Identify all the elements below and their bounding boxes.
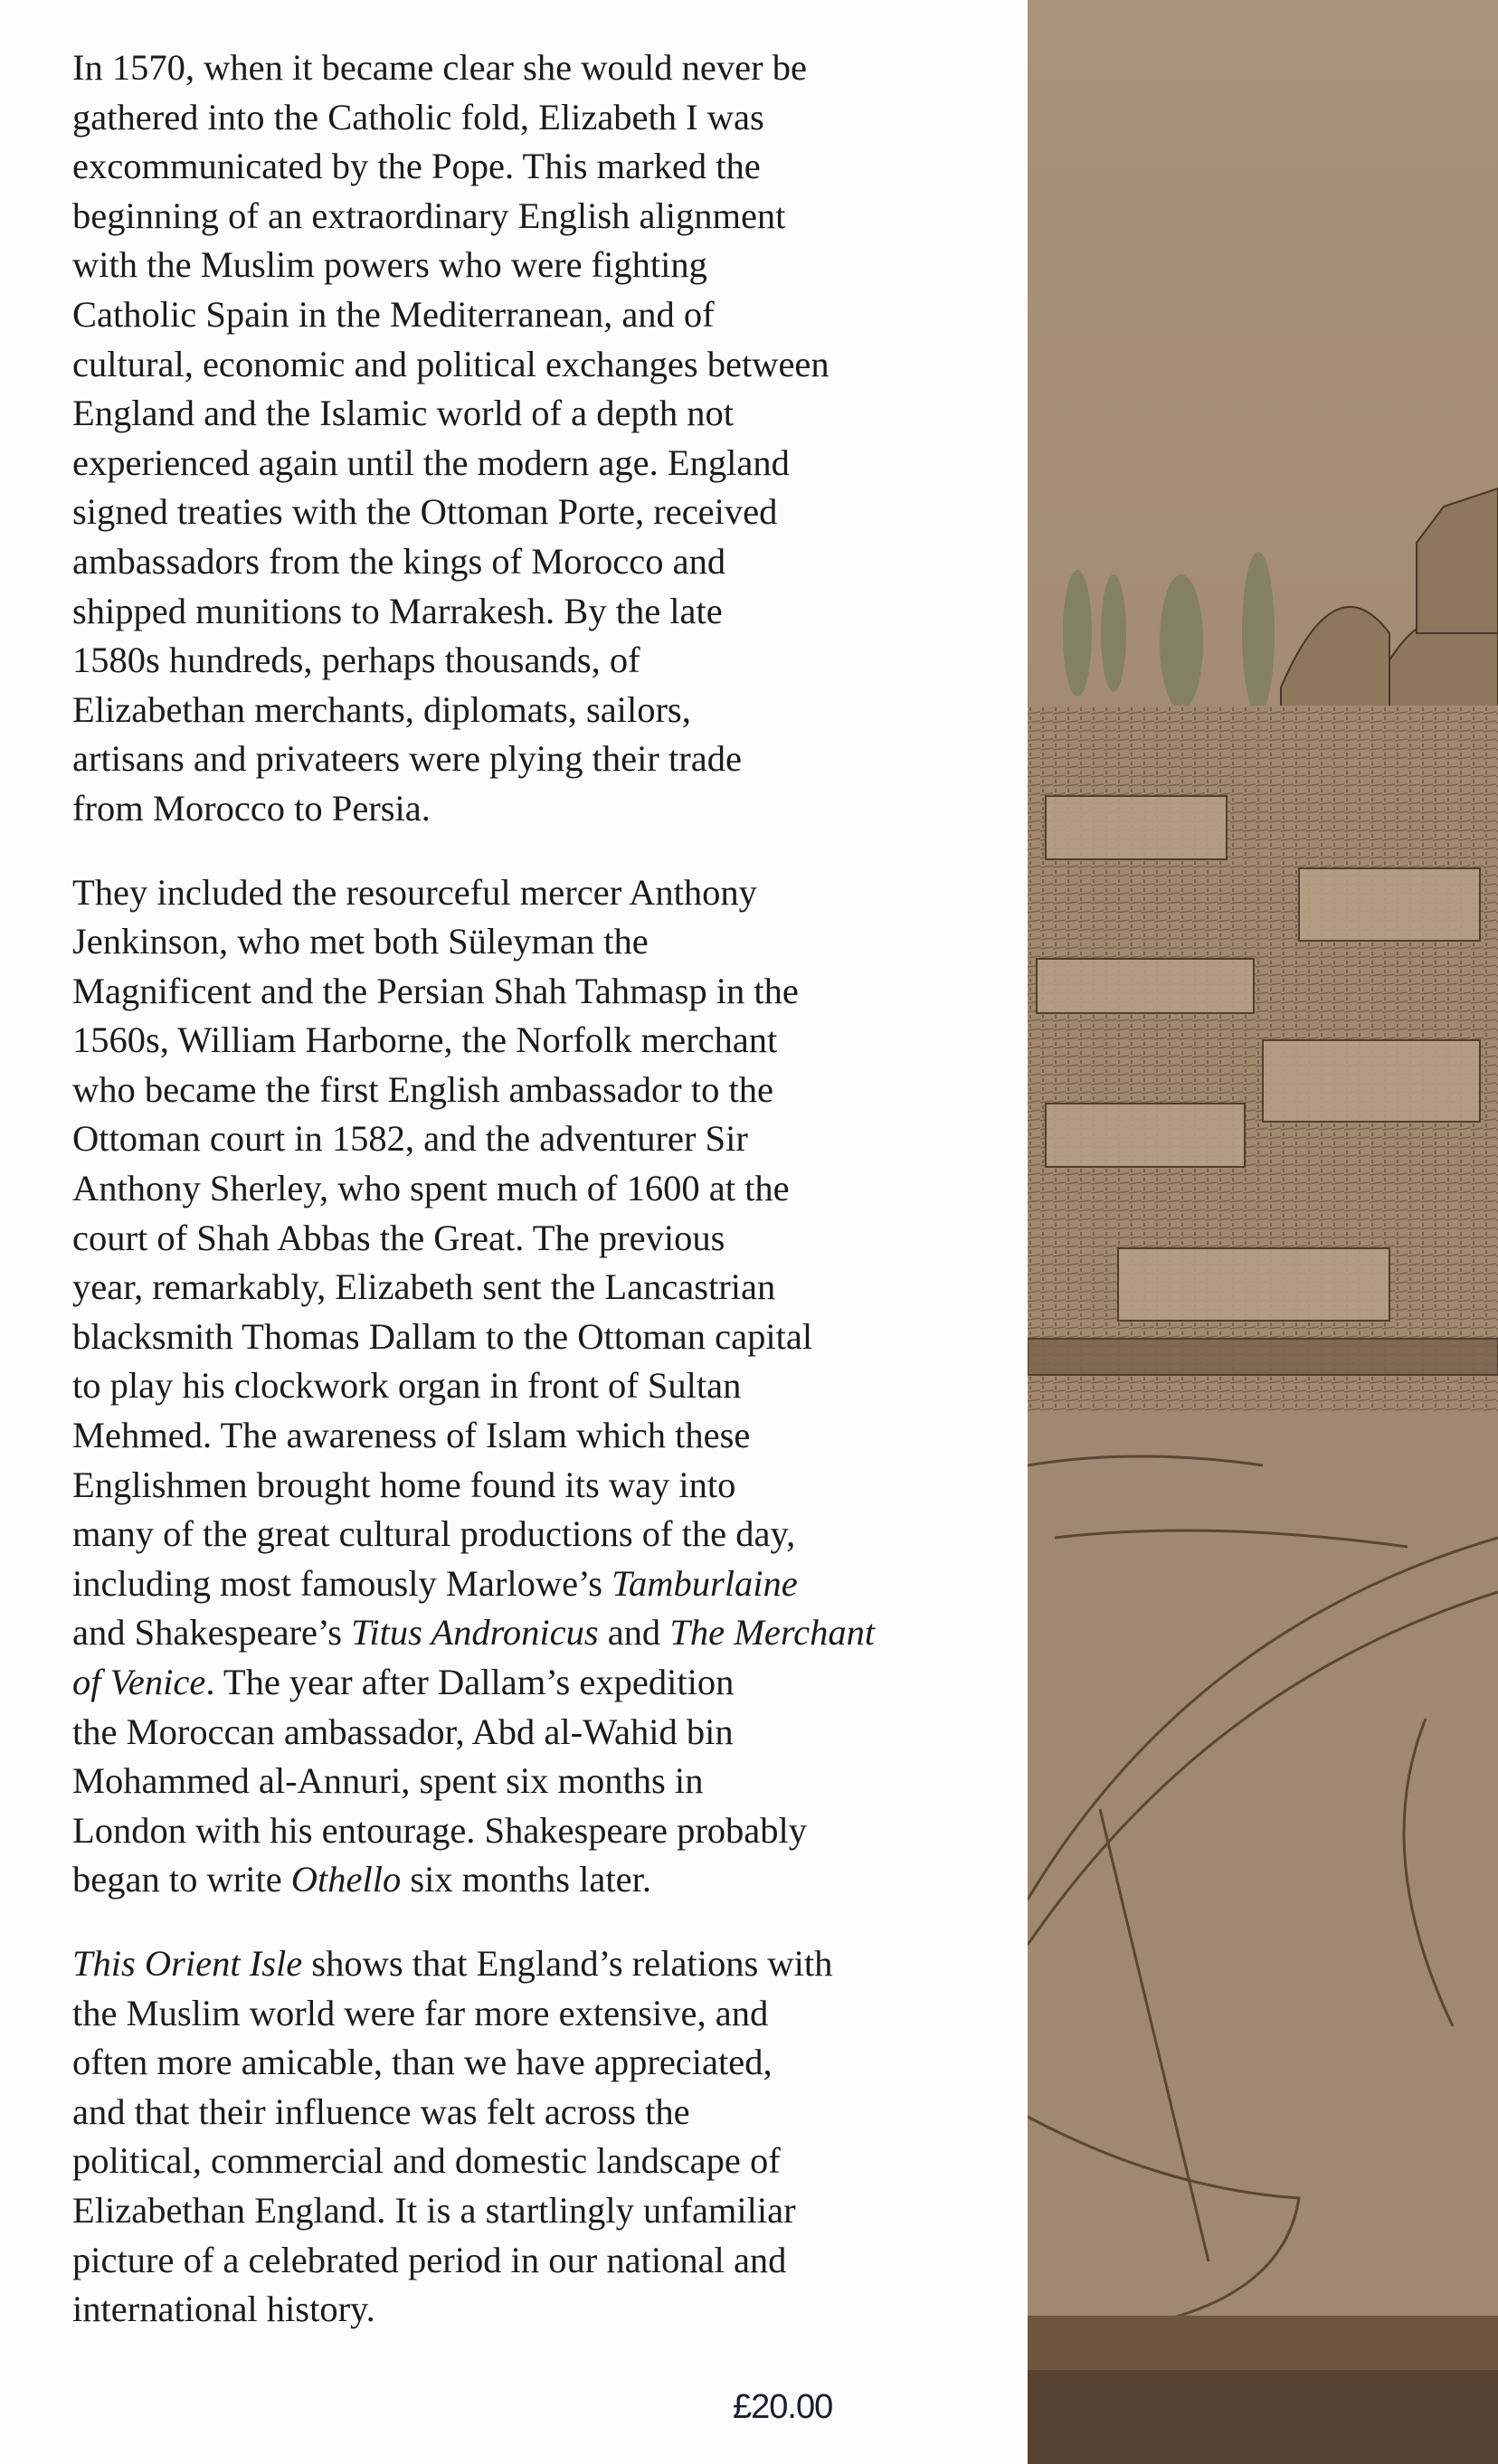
text-line [72, 967, 1031, 1017]
text-segment: excommunicated by the Pope. This marked the [72, 146, 761, 187]
text-line [72, 734, 1031, 784]
text-segment: Anthony Sherley, who spent much of 1600 at the [72, 1168, 790, 1209]
blurb-text [72, 43, 1031, 2369]
text-line [72, 1263, 1031, 1313]
text-line [72, 1510, 1031, 1559]
text-line [72, 1411, 1031, 1461]
text-line [72, 389, 1031, 439]
text-line [72, 1757, 1031, 1806]
text-segment: and that their influence was felt across the [72, 2090, 690, 2132]
text-line [72, 1016, 1031, 1066]
text-segment: shows that England’s relations with [302, 1942, 833, 1984]
italic-title: Othello [290, 1859, 402, 1900]
text-segment: 1580s hundreds, perhaps thousands, of [72, 640, 640, 681]
text-segment: shipped munitions to Marrakesh. By the late [72, 590, 723, 631]
text-line [72, 868, 1031, 918]
text-segment: the Muslim world were far more extensive, and [72, 1992, 769, 2033]
text-segment: with the Muslim powers who were fighting [72, 244, 707, 286]
text-line [72, 537, 1031, 587]
italic-title: This Orient Isle [72, 1942, 303, 1984]
blurb-paragraph [72, 1939, 1031, 2335]
text-segment: many of the great cultural productions of the day, [72, 1513, 796, 1555]
text-segment: Englishmen brought home found its way into [72, 1464, 736, 1505]
text-segment: Mehmed. The awareness of Islam which these [72, 1415, 751, 1456]
text-line [72, 488, 1031, 537]
text-line [72, 1806, 1031, 1856]
text-line [72, 1708, 1031, 1758]
text-line [72, 686, 1031, 735]
cover-illustration [1028, 0, 1498, 2464]
text-segment: six months later. [401, 1859, 652, 1900]
text-line [72, 1114, 1031, 1164]
italic-title: Tamburlaine [612, 1562, 798, 1604]
text-segment: year, remarkably, Elizabeth sent the Lancastrian [72, 1266, 776, 1308]
italic-title: The Merchant [669, 1612, 876, 1654]
text-segment: artisans and privateers were plying their trade [72, 738, 742, 780]
text-segment: In 1570, when it became clear she would never be [72, 47, 807, 88]
text-segment: Magnificent and the Persian Shah Tahmasp in the [72, 970, 799, 1011]
text-segment: 1560s, William Harborne, the Norfolk merchant [72, 1019, 778, 1061]
text-segment: the Moroccan ambassador, Abd al-Wahid bin [72, 1711, 734, 1752]
text-segment: Elizabethan England. It is a startlingly unfamiliar [72, 2189, 796, 2231]
text-line [72, 1313, 1031, 1362]
text-line [72, 2236, 1031, 2286]
text-line [72, 1164, 1031, 1214]
text-line [72, 1608, 1031, 1658]
text-segment: international history. [72, 2289, 375, 2330]
text-line [72, 2285, 1031, 2335]
text-segment: London with his entourage. Shakespeare probably [72, 1809, 808, 1851]
text-segment: and [598, 1612, 670, 1654]
text-line [72, 192, 1031, 242]
text-line [72, 43, 1031, 93]
text-segment: signed treaties with the Ottoman Porte, received [72, 491, 778, 533]
text-line [72, 2038, 1031, 2088]
text-line [72, 636, 1031, 686]
text-line [72, 1989, 1031, 2039]
text-segment: cultural, economic and political exchanges between [72, 343, 830, 384]
text-segment: ambassadors from the kings of Morocco and [72, 540, 726, 582]
text-segment: . The year after Dallam’s expedition [205, 1662, 735, 1702]
text-line [72, 2088, 1031, 2137]
text-segment: blacksmith Thomas Dallam to the Ottoman capital [72, 1315, 813, 1357]
text-segment: to play his clockwork organ in front of Sultan [72, 1365, 742, 1407]
text-line [72, 340, 1031, 390]
text-segment: Mohammed al-Annuri, spent six months in [72, 1760, 704, 1802]
italic-title: Titus Andronicus [351, 1612, 599, 1654]
text-segment: began to write [72, 1859, 291, 1900]
text-line [72, 1658, 1031, 1708]
text-line [72, 2137, 1031, 2186]
text-segment: and Shakespeare’s [72, 1612, 352, 1654]
istanbul-engraving-image [1028, 0, 1498, 2464]
text-line [72, 1855, 1031, 1905]
text-segment: beginning of an extraordinary English alignment [72, 194, 786, 236]
text-line [72, 1361, 1031, 1411]
text-segment: gathered into the Catholic fold, Elizabeth I was [72, 96, 764, 137]
text-line [72, 1461, 1031, 1511]
text-segment: England and the Islamic world of a depth not [72, 393, 735, 434]
price-label: £20.00 [733, 2388, 833, 2426]
text-segment: Elizabethan merchants, diplomats, sailors, [72, 688, 691, 730]
text-segment: Catholic Spain in the Mediterranean, and of [72, 293, 715, 335]
italic-title: of Venice [72, 1662, 206, 1702]
text-line [72, 439, 1031, 488]
text-segment: who became the first English ambassador to the [72, 1068, 773, 1110]
blurb-paragraph [72, 43, 1031, 834]
text-line [72, 142, 1031, 192]
text-segment: Jenkinson, who met both Süleyman the [72, 921, 649, 962]
text-segment: They included the resourceful mercer Anthony [72, 871, 757, 913]
text-segment: experienced again until the modern age. England [72, 441, 790, 483]
text-line [72, 290, 1031, 340]
text-line [72, 93, 1031, 143]
text-line [72, 917, 1031, 967]
text-segment: political, commercial and domestic landscape of [72, 2140, 781, 2182]
text-segment: picture of a celebrated period in our national and [72, 2239, 787, 2280]
text-line [72, 2186, 1031, 2236]
text-segment: often more amicable, than we have appreciated, [72, 2042, 773, 2083]
text-line [72, 1559, 1031, 1609]
blurb-paragraph [72, 868, 1031, 1905]
text-line [72, 241, 1031, 290]
text-line [72, 1066, 1031, 1115]
text-line [72, 1939, 1031, 1989]
text-line [72, 1214, 1031, 1264]
text-line [72, 587, 1031, 637]
text-segment: Ottoman court in 1582, and the adventurer Sir [72, 1118, 748, 1160]
text-segment: including most famously Marlowe’s [72, 1562, 612, 1604]
text-segment: from Morocco to Persia. [72, 787, 431, 829]
text-segment: court of Shah Abbas the Great. The previous [72, 1217, 725, 1258]
text-line [72, 784, 1031, 834]
